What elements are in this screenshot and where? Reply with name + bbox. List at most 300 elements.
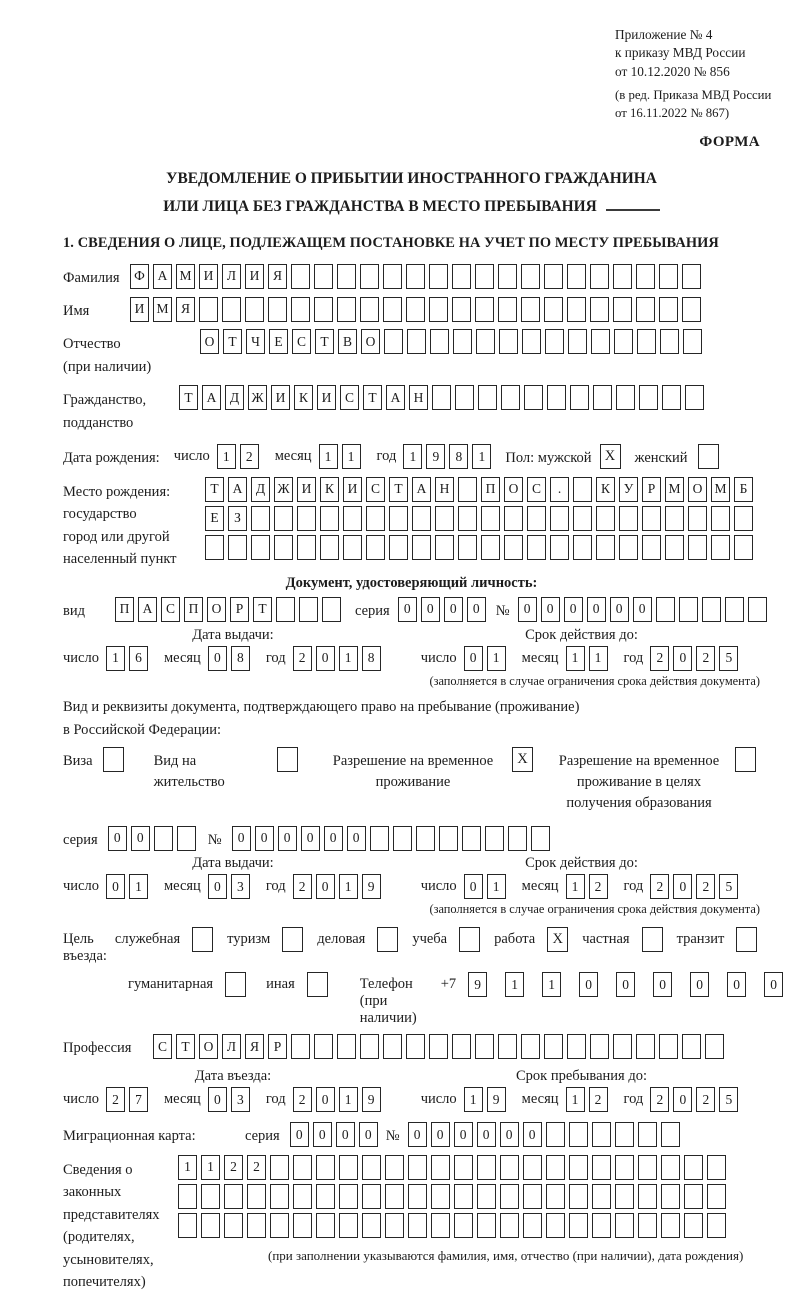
year-cell[interactable]: 9 <box>426 444 445 469</box>
month-cell[interactable]: 0 <box>208 1087 227 1112</box>
sex-male-checkbox[interactable]: X <box>600 444 621 469</box>
birth-place-char-cell[interactable] <box>228 535 247 560</box>
given-name-char-cell[interactable] <box>659 297 678 322</box>
given-name-char-cell[interactable] <box>314 297 333 322</box>
patronymic-char-cell[interactable]: Т <box>315 329 334 354</box>
birth-place-char-cell[interactable] <box>688 535 707 560</box>
migration-number-cell[interactable] <box>592 1122 611 1147</box>
month-cell[interactable]: 0 <box>208 646 227 671</box>
birth-place-char-cell[interactable]: О <box>688 477 707 502</box>
representative-char-cell[interactable] <box>523 1184 542 1209</box>
given-name-char-cell[interactable] <box>567 297 586 322</box>
representative-char-cell[interactable] <box>247 1184 266 1209</box>
patronymic-char-cell[interactable] <box>430 329 449 354</box>
surname-char-cell[interactable] <box>360 264 379 289</box>
representative-char-cell[interactable] <box>500 1184 519 1209</box>
doc-series-cell[interactable]: 0 <box>398 597 417 622</box>
representative-char-cell[interactable] <box>270 1155 289 1180</box>
representative-char-cell[interactable] <box>385 1184 404 1209</box>
doc-number-cell[interactable] <box>679 597 698 622</box>
phone-digit-cell[interactable]: 0 <box>616 972 635 997</box>
surname-char-cell[interactable] <box>429 264 448 289</box>
purpose-work-checkbox[interactable]: X <box>547 927 568 952</box>
day-cell[interactable]: 1 <box>106 646 125 671</box>
year-cell[interactable]: 9 <box>362 1087 381 1112</box>
representative-char-cell[interactable] <box>707 1213 726 1238</box>
birth-place-char-cell[interactable] <box>320 535 339 560</box>
patronymic-char-cell[interactable] <box>568 329 587 354</box>
birth-place-char-cell[interactable] <box>366 535 385 560</box>
year-cell[interactable]: 2 <box>293 874 312 899</box>
profession-char-cell[interactable]: С <box>153 1034 172 1059</box>
doc-type-char-cell[interactable]: Р <box>230 597 249 622</box>
year-cell[interactable]: 8 <box>449 444 468 469</box>
representative-char-cell[interactable] <box>293 1155 312 1180</box>
birth-place-char-cell[interactable] <box>297 535 316 560</box>
birth-place-char-cell[interactable] <box>251 535 270 560</box>
month-cell[interactable]: 1 <box>342 444 361 469</box>
year-cell[interactable]: 0 <box>316 1087 335 1112</box>
doc-type-char-cell[interactable]: П <box>184 597 203 622</box>
profession-char-cell[interactable] <box>452 1034 471 1059</box>
month-cell[interactable]: 1 <box>566 874 585 899</box>
birth-place-char-cell[interactable]: . <box>550 477 569 502</box>
representative-char-cell[interactable] <box>615 1155 634 1180</box>
representative-char-cell[interactable] <box>201 1184 220 1209</box>
representative-char-cell[interactable] <box>339 1155 358 1180</box>
birth-place-char-cell[interactable] <box>389 506 408 531</box>
surname-char-cell[interactable]: А <box>153 264 172 289</box>
patronymic-char-cell[interactable] <box>453 329 472 354</box>
representative-char-cell[interactable] <box>224 1184 243 1209</box>
year-cell[interactable]: 0 <box>673 1087 692 1112</box>
birth-place-char-cell[interactable] <box>573 535 592 560</box>
migration-number-cell[interactable]: 0 <box>523 1122 542 1147</box>
migration-number-cell[interactable] <box>615 1122 634 1147</box>
month-cell[interactable]: 8 <box>231 646 250 671</box>
residence-number-cell[interactable]: 0 <box>255 826 274 851</box>
patronymic-char-cell[interactable]: Ч <box>246 329 265 354</box>
citizenship-char-cell[interactable] <box>432 385 451 410</box>
given-name-char-cell[interactable] <box>636 297 655 322</box>
patronymic-char-cell[interactable] <box>476 329 495 354</box>
sex-female-checkbox[interactable] <box>698 444 719 469</box>
doc-number-cell[interactable] <box>702 597 721 622</box>
given-name-char-cell[interactable] <box>406 297 425 322</box>
migration-number-cell[interactable]: 0 <box>408 1122 427 1147</box>
given-name-char-cell[interactable] <box>452 297 471 322</box>
purpose-business-checkbox[interactable] <box>377 927 398 952</box>
day-cell[interactable]: 0 <box>464 874 483 899</box>
birth-place-char-cell[interactable]: З <box>228 506 247 531</box>
surname-char-cell[interactable] <box>659 264 678 289</box>
migration-number-cell[interactable] <box>569 1122 588 1147</box>
birth-place-char-cell[interactable] <box>688 506 707 531</box>
profession-char-cell[interactable] <box>567 1034 586 1059</box>
birth-place-char-cell[interactable]: Е <box>205 506 224 531</box>
birth-place-char-cell[interactable] <box>527 535 546 560</box>
birth-place-char-cell[interactable] <box>642 506 661 531</box>
day-cell[interactable]: 0 <box>464 646 483 671</box>
birth-place-char-cell[interactable] <box>504 506 523 531</box>
surname-char-cell[interactable] <box>337 264 356 289</box>
doc-number-cell[interactable]: 0 <box>610 597 629 622</box>
residence-number-cell[interactable] <box>439 826 458 851</box>
birth-place-char-cell[interactable] <box>550 506 569 531</box>
given-name-char-cell[interactable] <box>521 297 540 322</box>
year-cell[interactable]: 5 <box>719 1087 738 1112</box>
birth-place-char-cell[interactable]: Р <box>642 477 661 502</box>
residence-series-cell[interactable]: 0 <box>131 826 150 851</box>
citizenship-char-cell[interactable]: И <box>271 385 290 410</box>
year-cell[interactable]: 2 <box>696 646 715 671</box>
citizenship-char-cell[interactable]: Н <box>409 385 428 410</box>
doc-type-char-cell[interactable] <box>299 597 318 622</box>
day-cell[interactable]: 1 <box>487 646 506 671</box>
representative-char-cell[interactable] <box>408 1213 427 1238</box>
representative-char-cell[interactable] <box>707 1184 726 1209</box>
birth-place-char-cell[interactable] <box>458 506 477 531</box>
profession-char-cell[interactable] <box>613 1034 632 1059</box>
birth-place-char-cell[interactable]: Т <box>389 477 408 502</box>
residence-number-cell[interactable] <box>485 826 504 851</box>
representative-char-cell[interactable] <box>201 1213 220 1238</box>
residence-number-cell[interactable]: 0 <box>278 826 297 851</box>
surname-char-cell[interactable] <box>544 264 563 289</box>
citizenship-char-cell[interactable]: К <box>294 385 313 410</box>
surname-char-cell[interactable]: И <box>199 264 218 289</box>
doc-type-char-cell[interactable]: О <box>207 597 226 622</box>
representative-char-cell[interactable] <box>270 1184 289 1209</box>
birth-place-char-cell[interactable] <box>205 535 224 560</box>
birth-place-char-cell[interactable] <box>274 506 293 531</box>
birth-place-char-cell[interactable]: П <box>481 477 500 502</box>
representative-char-cell[interactable] <box>523 1155 542 1180</box>
profession-char-cell[interactable] <box>291 1034 310 1059</box>
migration-number-cell[interactable]: 0 <box>431 1122 450 1147</box>
doc-number-cell[interactable]: 0 <box>541 597 560 622</box>
citizenship-char-cell[interactable]: С <box>340 385 359 410</box>
given-name-char-cell[interactable] <box>360 297 379 322</box>
purpose-tourism-checkbox[interactable] <box>282 927 303 952</box>
patronymic-char-cell[interactable] <box>591 329 610 354</box>
profession-char-cell[interactable] <box>636 1034 655 1059</box>
representative-char-cell[interactable] <box>592 1213 611 1238</box>
surname-char-cell[interactable] <box>406 264 425 289</box>
representative-char-cell[interactable] <box>293 1213 312 1238</box>
birth-place-char-cell[interactable] <box>251 506 270 531</box>
doc-type-char-cell[interactable]: А <box>138 597 157 622</box>
birth-place-char-cell[interactable]: Ж <box>274 477 293 502</box>
day-cell[interactable]: 0 <box>106 874 125 899</box>
citizenship-char-cell[interactable]: Т <box>179 385 198 410</box>
doc-type-char-cell[interactable]: П <box>115 597 134 622</box>
representative-char-cell[interactable] <box>661 1155 680 1180</box>
purpose-study-checkbox[interactable] <box>459 927 480 952</box>
migration-number-cell[interactable] <box>638 1122 657 1147</box>
residence-number-cell[interactable]: 0 <box>324 826 343 851</box>
migration-number-cell[interactable]: 0 <box>454 1122 473 1147</box>
doc-number-cell[interactable]: 0 <box>518 597 537 622</box>
citizenship-char-cell[interactable] <box>662 385 681 410</box>
day-cell[interactable]: 7 <box>129 1087 148 1112</box>
citizenship-char-cell[interactable]: Ж <box>248 385 267 410</box>
year-cell[interactable]: 0 <box>673 874 692 899</box>
birth-place-char-cell[interactable] <box>734 506 753 531</box>
profession-char-cell[interactable] <box>360 1034 379 1059</box>
purpose-humanitarian-checkbox[interactable] <box>225 972 246 997</box>
birth-place-char-cell[interactable] <box>619 506 638 531</box>
birth-place-char-cell[interactable]: Д <box>251 477 270 502</box>
representative-char-cell[interactable] <box>615 1213 634 1238</box>
residence-number-cell[interactable] <box>416 826 435 851</box>
day-cell[interactable]: 2 <box>106 1087 125 1112</box>
birth-place-char-cell[interactable] <box>596 506 615 531</box>
birth-place-char-cell[interactable]: М <box>665 477 684 502</box>
surname-char-cell[interactable]: М <box>176 264 195 289</box>
representative-char-cell[interactable] <box>615 1184 634 1209</box>
representative-char-cell[interactable] <box>385 1213 404 1238</box>
residence-number-cell[interactable] <box>370 826 389 851</box>
doc-number-cell[interactable]: 0 <box>633 597 652 622</box>
given-name-char-cell[interactable] <box>268 297 287 322</box>
surname-char-cell[interactable] <box>567 264 586 289</box>
birth-place-char-cell[interactable] <box>458 477 477 502</box>
patronymic-char-cell[interactable] <box>384 329 403 354</box>
birth-place-char-cell[interactable] <box>481 535 500 560</box>
month-cell[interactable]: 1 <box>566 1087 585 1112</box>
citizenship-char-cell[interactable] <box>593 385 612 410</box>
representative-char-cell[interactable] <box>431 1184 450 1209</box>
representative-char-cell[interactable] <box>592 1184 611 1209</box>
phone-digit-cell[interactable]: 0 <box>579 972 598 997</box>
profession-char-cell[interactable]: Я <box>245 1034 264 1059</box>
citizenship-char-cell[interactable]: И <box>317 385 336 410</box>
given-name-char-cell[interactable] <box>590 297 609 322</box>
birth-place-char-cell[interactable] <box>504 535 523 560</box>
birth-place-char-cell[interactable]: М <box>711 477 730 502</box>
day-cell[interactable]: 1 <box>129 874 148 899</box>
given-name-char-cell[interactable]: Я <box>176 297 195 322</box>
profession-char-cell[interactable] <box>406 1034 425 1059</box>
year-cell[interactable]: 1 <box>472 444 491 469</box>
citizenship-char-cell[interactable] <box>639 385 658 410</box>
purpose-other-checkbox[interactable] <box>307 972 328 997</box>
year-cell[interactable]: 5 <box>719 874 738 899</box>
year-cell[interactable]: 0 <box>316 646 335 671</box>
residence-number-cell[interactable] <box>393 826 412 851</box>
profession-char-cell[interactable]: Т <box>176 1034 195 1059</box>
phone-digit-cell[interactable]: 0 <box>690 972 709 997</box>
representative-char-cell[interactable] <box>661 1184 680 1209</box>
citizenship-char-cell[interactable]: А <box>202 385 221 410</box>
month-cell[interactable]: 1 <box>319 444 338 469</box>
given-name-char-cell[interactable] <box>337 297 356 322</box>
birth-place-char-cell[interactable] <box>412 535 431 560</box>
residence-number-cell[interactable] <box>508 826 527 851</box>
representative-char-cell[interactable] <box>569 1184 588 1209</box>
profession-char-cell[interactable] <box>659 1034 678 1059</box>
surname-char-cell[interactable] <box>682 264 701 289</box>
year-cell[interactable]: 2 <box>696 874 715 899</box>
patronymic-char-cell[interactable] <box>499 329 518 354</box>
birth-place-char-cell[interactable] <box>343 506 362 531</box>
migration-series-cell[interactable]: 0 <box>290 1122 309 1147</box>
birth-place-char-cell[interactable] <box>550 535 569 560</box>
representative-char-cell[interactable] <box>316 1155 335 1180</box>
representative-char-cell[interactable] <box>684 1213 703 1238</box>
birth-place-char-cell[interactable]: А <box>228 477 247 502</box>
patronymic-char-cell[interactable]: Е <box>269 329 288 354</box>
citizenship-char-cell[interactable] <box>685 385 704 410</box>
profession-char-cell[interactable] <box>314 1034 333 1059</box>
representative-char-cell[interactable] <box>431 1213 450 1238</box>
representative-char-cell[interactable] <box>316 1213 335 1238</box>
representative-char-cell[interactable] <box>316 1184 335 1209</box>
citizenship-char-cell[interactable] <box>478 385 497 410</box>
representative-char-cell[interactable] <box>569 1155 588 1180</box>
representative-char-cell[interactable] <box>638 1184 657 1209</box>
birth-place-char-cell[interactable] <box>711 506 730 531</box>
patronymic-char-cell[interactable] <box>614 329 633 354</box>
profession-char-cell[interactable] <box>544 1034 563 1059</box>
day-cell[interactable]: 1 <box>464 1087 483 1112</box>
residence-series-cell[interactable]: 0 <box>108 826 127 851</box>
birth-place-char-cell[interactable] <box>435 506 454 531</box>
patronymic-char-cell[interactable]: О <box>200 329 219 354</box>
profession-char-cell[interactable] <box>682 1034 701 1059</box>
surname-char-cell[interactable]: Я <box>268 264 287 289</box>
surname-char-cell[interactable] <box>590 264 609 289</box>
birth-place-char-cell[interactable] <box>343 535 362 560</box>
birth-place-char-cell[interactable]: С <box>527 477 546 502</box>
patronymic-char-cell[interactable]: О <box>361 329 380 354</box>
birth-place-char-cell[interactable] <box>527 506 546 531</box>
doc-type-char-cell[interactable]: Т <box>253 597 272 622</box>
representative-char-cell[interactable] <box>638 1155 657 1180</box>
given-name-char-cell[interactable] <box>199 297 218 322</box>
purpose-transit-checkbox[interactable] <box>736 927 757 952</box>
given-name-char-cell[interactable] <box>613 297 632 322</box>
citizenship-char-cell[interactable] <box>524 385 543 410</box>
profession-char-cell[interactable] <box>590 1034 609 1059</box>
given-name-char-cell[interactable]: И <box>130 297 149 322</box>
birth-place-char-cell[interactable] <box>412 506 431 531</box>
surname-char-cell[interactable] <box>498 264 517 289</box>
year-cell[interactable]: 1 <box>339 1087 358 1112</box>
year-cell[interactable]: 1 <box>403 444 422 469</box>
day-cell[interactable]: 1 <box>217 444 236 469</box>
residence-number-cell[interactable]: 0 <box>347 826 366 851</box>
migration-number-cell[interactable]: 0 <box>500 1122 519 1147</box>
profession-char-cell[interactable]: Р <box>268 1034 287 1059</box>
residence-number-cell[interactable]: 0 <box>301 826 320 851</box>
birth-place-char-cell[interactable] <box>642 535 661 560</box>
birth-place-char-cell[interactable] <box>320 506 339 531</box>
representative-char-cell[interactable] <box>684 1184 703 1209</box>
representative-char-cell[interactable] <box>523 1213 542 1238</box>
migration-number-cell[interactable] <box>546 1122 565 1147</box>
doc-number-cell[interactable] <box>656 597 675 622</box>
given-name-char-cell[interactable] <box>475 297 494 322</box>
given-name-char-cell[interactable] <box>544 297 563 322</box>
representative-char-cell[interactable] <box>638 1213 657 1238</box>
representative-char-cell[interactable] <box>293 1184 312 1209</box>
day-cell[interactable]: 6 <box>129 646 148 671</box>
representative-char-cell[interactable] <box>546 1213 565 1238</box>
visa-checkbox[interactable] <box>103 747 124 772</box>
representative-char-cell[interactable]: 1 <box>201 1155 220 1180</box>
year-cell[interactable]: 0 <box>316 874 335 899</box>
surname-char-cell[interactable] <box>475 264 494 289</box>
representative-char-cell[interactable] <box>546 1184 565 1209</box>
profession-char-cell[interactable]: О <box>199 1034 218 1059</box>
month-cell[interactable]: 2 <box>589 1087 608 1112</box>
representative-char-cell[interactable] <box>247 1213 266 1238</box>
surname-char-cell[interactable] <box>314 264 333 289</box>
representative-char-cell[interactable]: 2 <box>247 1155 266 1180</box>
representative-char-cell[interactable] <box>707 1155 726 1180</box>
surname-char-cell[interactable]: Ф <box>130 264 149 289</box>
year-cell[interactable]: 1 <box>339 874 358 899</box>
birth-place-char-cell[interactable] <box>389 535 408 560</box>
temp-residence-education-checkbox[interactable] <box>735 747 756 772</box>
representative-char-cell[interactable]: 1 <box>178 1155 197 1180</box>
representative-char-cell[interactable] <box>500 1213 519 1238</box>
birth-place-char-cell[interactable]: А <box>412 477 431 502</box>
representative-char-cell[interactable] <box>569 1213 588 1238</box>
year-cell[interactable]: 2 <box>650 874 669 899</box>
birth-place-char-cell[interactable] <box>458 535 477 560</box>
patronymic-char-cell[interactable] <box>545 329 564 354</box>
representative-char-cell[interactable] <box>224 1213 243 1238</box>
profession-char-cell[interactable] <box>475 1034 494 1059</box>
birth-place-char-cell[interactable]: К <box>596 477 615 502</box>
month-cell[interactable]: 1 <box>566 646 585 671</box>
doc-number-cell[interactable] <box>725 597 744 622</box>
patronymic-char-cell[interactable] <box>683 329 702 354</box>
profession-char-cell[interactable] <box>337 1034 356 1059</box>
year-cell[interactable]: 2 <box>650 646 669 671</box>
representative-char-cell[interactable] <box>339 1184 358 1209</box>
month-cell[interactable]: 3 <box>231 874 250 899</box>
representative-char-cell[interactable]: 2 <box>224 1155 243 1180</box>
birth-place-char-cell[interactable] <box>573 506 592 531</box>
representative-char-cell[interactable] <box>362 1213 381 1238</box>
representative-char-cell[interactable] <box>454 1213 473 1238</box>
given-name-char-cell[interactable] <box>682 297 701 322</box>
representative-char-cell[interactable] <box>362 1184 381 1209</box>
given-name-char-cell[interactable]: М <box>153 297 172 322</box>
residence-series-cell[interactable] <box>154 826 173 851</box>
representative-char-cell[interactable] <box>385 1155 404 1180</box>
profession-char-cell[interactable] <box>521 1034 540 1059</box>
month-cell[interactable]: 1 <box>589 646 608 671</box>
birth-place-char-cell[interactable]: Б <box>734 477 753 502</box>
profession-char-cell[interactable]: Л <box>222 1034 241 1059</box>
birth-place-char-cell[interactable] <box>596 535 615 560</box>
citizenship-char-cell[interactable] <box>547 385 566 410</box>
patronymic-char-cell[interactable]: В <box>338 329 357 354</box>
birth-place-char-cell[interactable]: К <box>320 477 339 502</box>
representative-char-cell[interactable] <box>546 1155 565 1180</box>
representative-char-cell[interactable] <box>500 1155 519 1180</box>
migration-number-cell[interactable] <box>661 1122 680 1147</box>
representative-char-cell[interactable] <box>661 1213 680 1238</box>
phone-digit-cell[interactable]: 0 <box>727 972 746 997</box>
residence-number-cell[interactable] <box>462 826 481 851</box>
month-cell[interactable]: 3 <box>231 1087 250 1112</box>
